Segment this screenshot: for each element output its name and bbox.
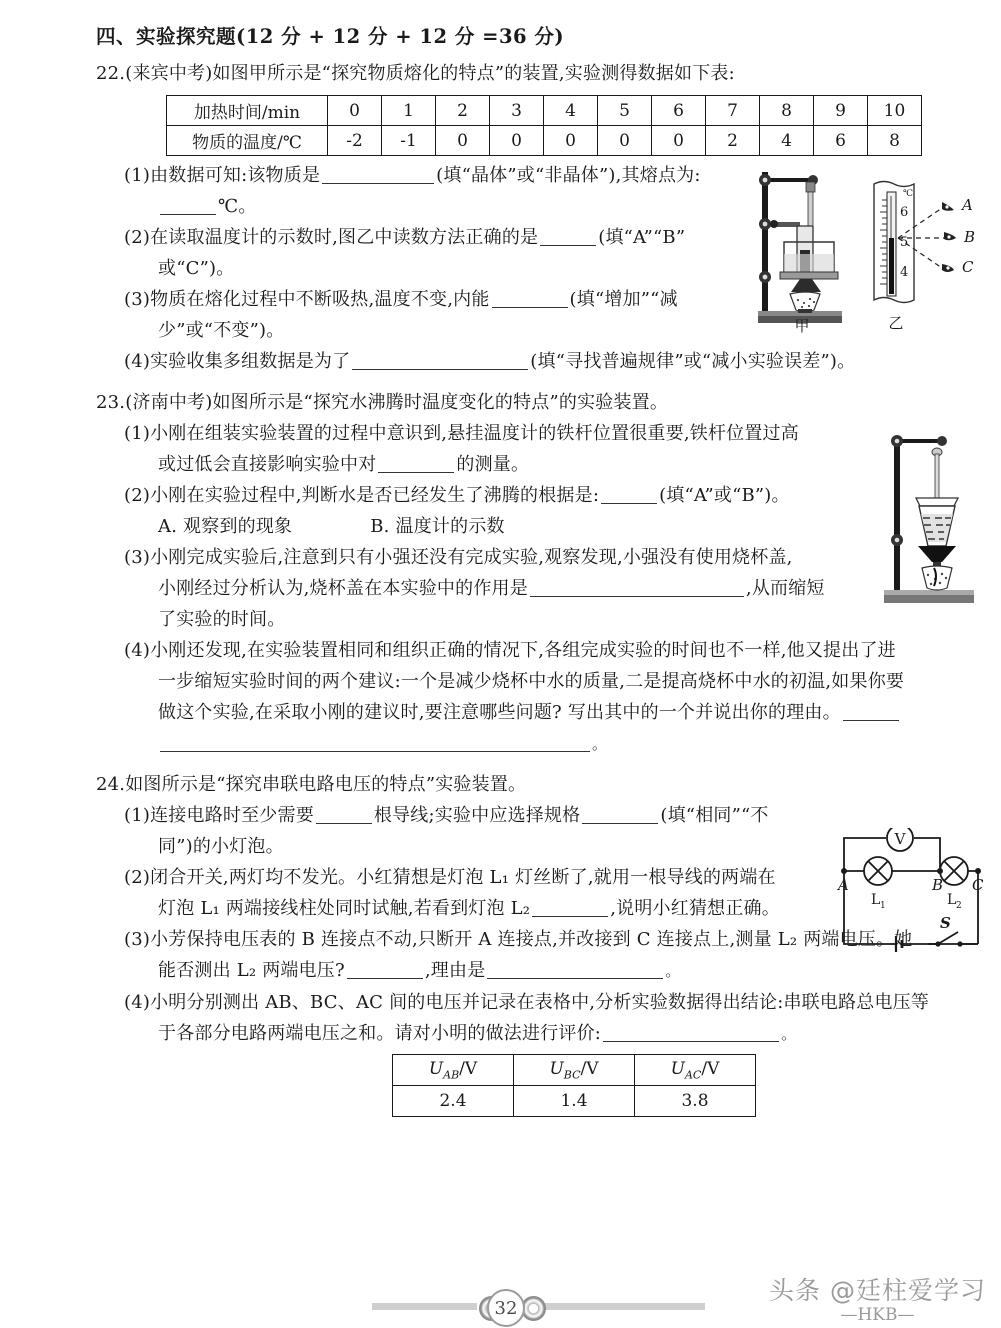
footer-rule-left: [372, 1303, 477, 1310]
circuit-figure-svg: [828, 828, 992, 960]
time-cell: 1: [382, 96, 436, 126]
time-cell: 0: [328, 96, 382, 126]
node-label-c: C: [972, 876, 984, 894]
u-symbol: U: [428, 1059, 444, 1080]
answer-blank[interactable]: [603, 1024, 779, 1042]
figure-caption-yi: 乙: [888, 314, 904, 332]
u-unit: /V: [580, 1059, 599, 1080]
watermark-line-2: —HKB—: [840, 1305, 915, 1325]
answer-blank[interactable]: [582, 806, 658, 824]
u-symbol: U: [549, 1059, 564, 1080]
voltage-header-bc: [514, 1055, 635, 1086]
temp-cell: 0: [544, 126, 598, 156]
q22-part3-line2: 少”或“不变”)。: [158, 320, 285, 342]
answer-blank[interactable]: [530, 579, 744, 597]
eye-label-a: A: [962, 196, 973, 214]
q23-part2-line1: [96, 480, 986, 511]
svg-text:1: 1: [880, 901, 886, 911]
temp-cell: 0: [436, 126, 490, 156]
temp-cell: 0: [652, 126, 706, 156]
u-subscript: AC: [684, 1068, 702, 1082]
voltmeter-label: V: [894, 830, 906, 848]
q23-p3-text-b: 小刚经过分析认为,烧杯盖在本实验中的作用是: [158, 578, 528, 600]
answer-blank[interactable]: [532, 899, 608, 917]
q24-p1-text-a: (1)连接电路时至少需要: [124, 805, 314, 827]
q23-option-a: A. 观察到的现象: [158, 516, 293, 538]
time-cell: 5: [598, 96, 652, 126]
eye-icon-a: [942, 202, 954, 211]
answer-blank[interactable]: [601, 486, 657, 504]
q23-part3-line3: 了实验的时间。: [158, 609, 286, 631]
answer-blank[interactable]: [160, 734, 590, 752]
node-a-dot: [841, 868, 847, 874]
voltage-value-ab: 2.4: [393, 1086, 514, 1117]
temp-cell: 4: [760, 126, 814, 156]
eye-label-b: B: [964, 228, 976, 246]
answer-blank[interactable]: [316, 806, 372, 824]
answer-blank[interactable]: [492, 290, 568, 308]
table-row: [167, 126, 922, 156]
voltage-value-bc: 1.4: [514, 1086, 635, 1117]
temp-cell: 2: [706, 126, 760, 156]
beaker-lid-icon: [916, 498, 958, 506]
q23-part1-line2: [96, 449, 986, 480]
voltage-table-wrapper: [392, 1054, 986, 1117]
tripod-icon: [918, 546, 956, 562]
table-row: [167, 96, 922, 126]
u-symbol: U: [670, 1059, 685, 1080]
q22-p2-text-b: (填“A”“B”: [598, 227, 686, 249]
footer-rule-right: [545, 1303, 705, 1310]
question-23-stem: 23.(济南中考)如图所示是“探究水沸腾时温度变化的特点”的实验装置。: [96, 392, 669, 414]
melting-data-table: [166, 95, 922, 156]
watermark-line-1: 头条 @廷柱爱学习: [769, 1276, 986, 1305]
time-cell: 9: [814, 96, 868, 126]
boiling-figure-svg: [878, 428, 988, 618]
switch-label: S: [940, 914, 951, 932]
q23-options-line: [96, 511, 986, 542]
scale-label-6: 6: [900, 205, 909, 220]
q24-p1-text-c: (填“相同”“不: [660, 805, 769, 827]
thermometer-unit-label: ℃: [903, 189, 914, 199]
q24-part3-line1: (3)小芳保持电压表的 B 连接点不动,只断开 A 连接点,并改接到 C 连接点上,测量 L₂ 两端电压。她: [124, 929, 913, 951]
time-cell: 7: [706, 96, 760, 126]
q23-p2-text-b: (填“A”或“B”)。: [659, 485, 790, 507]
q22-p3-text-b: (填“增加”“减: [569, 289, 678, 311]
answer-blank[interactable]: [352, 352, 528, 370]
q23-p4-text-c: 做这个实验,在采取小刚的建议时,要注意哪些问题? 写出其中的一个并说出你的理由。: [158, 702, 841, 724]
q22-p2-text-a: (2)在读取温度计的示数时,图乙中读数方法正确的是: [124, 227, 539, 249]
stand-rod-icon: [762, 172, 768, 318]
figure-caption-jia: 甲: [794, 317, 810, 333]
alcohol-burner-icon: [922, 566, 952, 590]
row-header-temp: 物质的温度/℃: [167, 126, 328, 156]
q24-p3-text-d: 。: [665, 962, 681, 981]
stand-rod-icon: [894, 436, 900, 596]
voltage-header-ab: [393, 1055, 514, 1086]
boiling-experiment-figure: [878, 428, 988, 618]
temp-cell: 8: [868, 126, 922, 156]
question-24-stem: 24.如图所示是“探究串联电路电压的特点”实验装置。: [96, 774, 527, 796]
time-cell: 10: [868, 96, 922, 126]
q24-part4-line2: [96, 1018, 986, 1050]
section-title: 四、实验探究题(12 分 + 12 分 + 12 分 =36 分): [96, 25, 565, 48]
answer-blank[interactable]: [487, 961, 663, 979]
temp-cell: -2: [328, 126, 382, 156]
answer-blank[interactable]: [843, 703, 899, 721]
temp-cell: -1: [382, 126, 436, 156]
melting-experiment-figure: [756, 168, 988, 333]
u-unit: /V: [459, 1059, 478, 1080]
svg-text:2: 2: [956, 901, 962, 911]
temp-cell: 0: [598, 126, 652, 156]
q24-p2-text-b: 灯泡 L₁ 两端接线柱处同时试触,若看到灯泡 L₂: [158, 898, 531, 920]
battery-icon: [892, 936, 908, 952]
voltage-data-table: [392, 1054, 756, 1117]
eye-label-c: C: [962, 258, 974, 276]
q23-part4-line1: (4)小刚还发现,在实验装置相同和组织正确的情况下,各组完成实验的时间也不一样,他又提出了进: [124, 640, 896, 662]
answer-blank[interactable]: [347, 961, 423, 979]
wire-gauze-icon: [780, 272, 838, 279]
q22-p4-text-a: (4)实验收集多组数据是为了: [124, 351, 351, 373]
temp-cell: 6: [814, 126, 868, 156]
q23-part4-line2: 一步缩短实验时间的两个建议:一个是减少烧杯中水的质量,二是提高烧杯中水的初温,如果你要: [158, 671, 905, 693]
q23-p1-text-c: 的测量。: [456, 454, 530, 476]
melting-figure-svg: [756, 168, 988, 333]
thermometer-top-icon: [806, 182, 815, 192]
q23-part3-line2: [96, 573, 986, 604]
scale-label-4: 4: [900, 265, 909, 280]
q22-p1-text-b: (填“晶体”或“非晶体”),其熔点为:: [436, 165, 701, 187]
q22-part4-line1: [96, 346, 986, 377]
answer-blank[interactable]: [540, 228, 596, 246]
lamp-l2-icon: [940, 857, 968, 885]
time-cell: 2: [436, 96, 490, 126]
u-subscript: AB: [443, 1068, 460, 1082]
q23-part4-line3: [96, 697, 986, 728]
q23-part1-line1: (1)小刚在组装实验装置的过程中意识到,悬挂温度计的铁杆位置很重要,铁杆位置过高: [124, 423, 799, 445]
q23-option-b: B. 温度计的示数: [370, 516, 505, 538]
u-subscript: BC: [563, 1068, 581, 1082]
q24-part1-line1: [96, 800, 986, 831]
page-number: 32: [487, 1289, 525, 1327]
table-row: [393, 1086, 756, 1117]
melting-data-table-wrapper: [166, 95, 986, 156]
table-row: [393, 1055, 756, 1086]
burner-support-icon: [791, 279, 821, 292]
node-b-dot: [937, 868, 943, 874]
watermark: [760, 1278, 995, 1325]
node-label-b: B: [932, 876, 944, 894]
q24-p4-text-b: 于各部分电路两端电压之和。请对小明的做法进行评价:: [158, 1023, 602, 1045]
lamp-l1-icon: [864, 857, 892, 885]
q23-p2-text-a: (2)小刚在实验过程中,判断水是否已经发生了沸腾的根据是:: [124, 485, 600, 507]
eye-icon-b: [944, 232, 956, 240]
time-cell: 3: [490, 96, 544, 126]
q23-part3-line1: (3)小刚完成实验后,注意到只有小强还没有完成实验,观察发现,小强没有使用烧杯盖,: [124, 547, 793, 569]
q23-part4-line4: [96, 728, 986, 760]
voltage-header-ac: [635, 1055, 756, 1086]
answer-blank[interactable]: [160, 197, 216, 215]
q24-part4-line1: (4)小明分别测出 AB、BC、AC 间的电压并记录在表格中,分析实验数据得出结论:串联电路总电压等: [124, 992, 930, 1014]
q22-p1-text-c: ℃。: [218, 196, 257, 218]
q23-p1-text-b: 或过低会直接影响实验中对: [158, 454, 377, 476]
lamp-label-l2: L: [947, 892, 957, 908]
q22-p1-text-a: (1)由数据可知:该物质是: [124, 165, 321, 187]
temp-cell: 0: [490, 126, 544, 156]
q24-p2-text-c: ,说明小红猜想正确。: [610, 898, 780, 920]
q24-part2-line1: (2)闭合开关,两灯均不发光。小红猜想是灯泡 L₁ 灯丝断了,就用一根导线的两端在: [124, 867, 776, 889]
answer-blank[interactable]: [378, 455, 454, 473]
q24-p1-text-b: 根导线;实验中应选择规格: [373, 805, 581, 827]
q24-p3-text-c: ,理由是: [424, 960, 486, 982]
time-cell: 4: [544, 96, 598, 126]
question-22-stem: 22.(来宾中考)如图甲所示是“探究物质熔化的特点”的装置,实验测得数据如下表:: [96, 63, 735, 85]
q23-p3-text-c: ,从而缩短: [745, 578, 825, 600]
q24-p4-text-c: 。: [781, 1025, 797, 1044]
row-header-time: 加热时间/min: [167, 96, 328, 126]
time-cell: 8: [760, 96, 814, 126]
q23-p4-text-d: 。: [592, 735, 608, 754]
q24-part1-line2: 同”)的小灯泡。: [158, 836, 284, 858]
stand-base-icon: [884, 594, 974, 603]
time-cell: 6: [652, 96, 706, 126]
node-label-a: A: [838, 876, 849, 894]
lamp-label-l1: L: [871, 892, 881, 908]
answer-blank[interactable]: [322, 166, 434, 184]
mercury-column: [889, 238, 894, 294]
q22-part2-line2: 或“C”)。: [158, 258, 235, 280]
q22-p4-text-b: (填“寻找普遍规律”或“减小实验误差”)。: [530, 351, 856, 373]
voltage-value-ac: 3.8: [635, 1086, 756, 1117]
q24-p3-text-b: 能否测出 L₂ 两端电压?: [158, 960, 345, 982]
series-circuit-figure: [828, 828, 992, 960]
eye-icon-c: [942, 264, 954, 272]
u-unit: /V: [701, 1059, 720, 1080]
q22-p3-text-a: (3)物质在熔化过程中不断吸热,温度不变,内能: [124, 289, 490, 311]
scale-label-5: 5: [900, 235, 909, 250]
q24-part3-line2: [96, 955, 986, 987]
node-c-dot: [975, 868, 981, 874]
